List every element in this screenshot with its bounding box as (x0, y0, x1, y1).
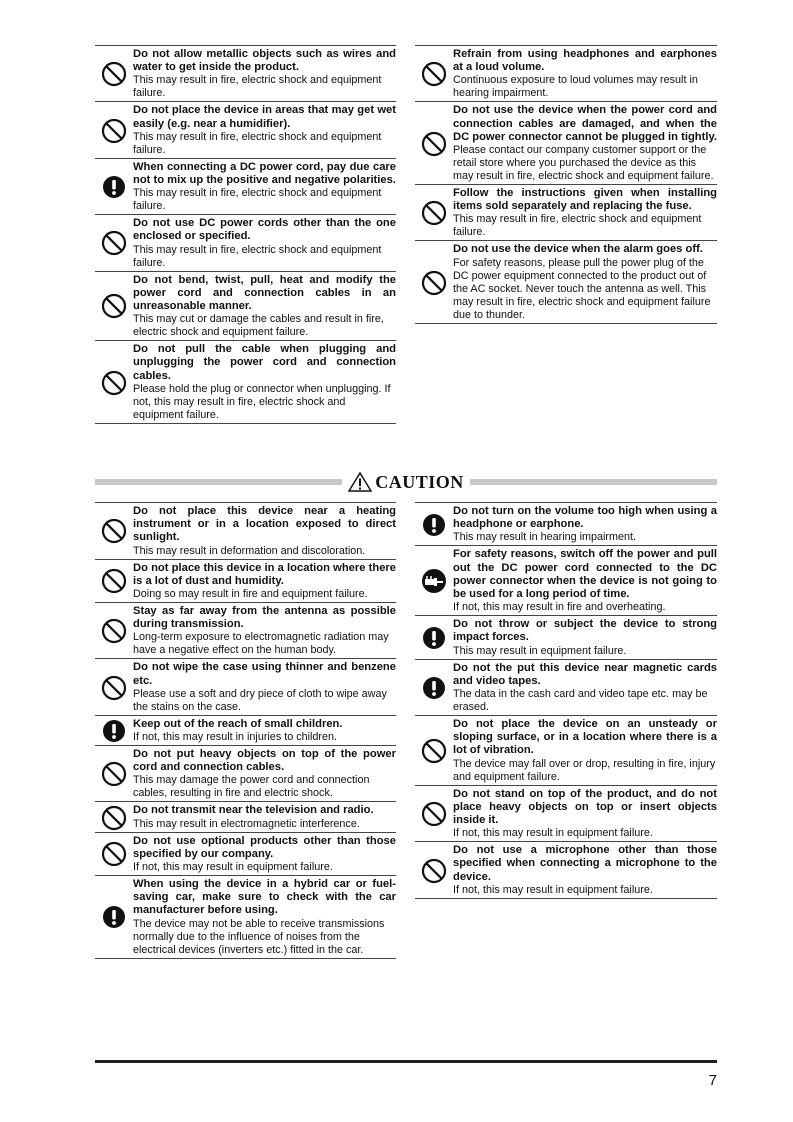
prohibition-icon (95, 370, 133, 396)
safety-item-title: Do not use the device when the alarm goes off. (453, 243, 703, 256)
safety-item-text (133, 161, 396, 213)
exclamation-icon (95, 719, 133, 743)
prohibition-icon (415, 131, 453, 157)
safety-item (95, 658, 396, 714)
safety-item-body: This may result in fire, electric shock and equipment failure. (133, 243, 382, 269)
safety-item-title: Do not bend, twist, pull, heat and modify the power cord and connection cables in an unreasonable manner. (133, 273, 396, 313)
exclamation-icon (95, 905, 133, 929)
safety-item (415, 240, 717, 323)
safety-item-body: The device may fall over or drop, resulting in fire, injury and equipment failure. (453, 757, 716, 783)
safety-item-text (453, 48, 717, 100)
prohibition-icon (95, 675, 133, 701)
safety-item-body: This may result in fire, electric shock and equipment failure. (133, 74, 382, 100)
safety-item (95, 158, 396, 214)
safety-item-title: When using the device in a hybrid car or fuel-saving car, make sure to check with the car manufacturer before using. (133, 878, 396, 917)
safety-item-body: This may result in fire, electric shock and equipment failure. (453, 213, 702, 239)
safety-item-text (453, 662, 717, 714)
safety-item (415, 785, 717, 842)
safety-item-title: Do not allow metallic objects such as wires and water to get inside the product. (133, 48, 396, 74)
safety-item-body: Please contact our company customer support or the retail store where you purchased the device as this may result in fire, electric shock and equipment failure. (453, 144, 714, 183)
safety-item (95, 340, 396, 424)
prohibition-icon (415, 738, 453, 764)
safety-item-title: Do not use the device when the power cord and connection cables are damaged, and when the DC power connector cannot be plugged in tightly. (453, 104, 717, 143)
safety-item-text (133, 217, 396, 269)
caution-heading: CAUTION (375, 471, 464, 492)
safety-item-title: Do not turn on the volume too high when using a headphone or earphone. (453, 505, 717, 531)
safety-item-text (133, 562, 396, 601)
safety-item (95, 875, 396, 959)
safety-item (415, 545, 717, 615)
safety-item-title: Stay as far away from the antenna as possible during transmission. (133, 605, 396, 631)
safety-item-body: The data in the cash card and video tape etc. may be erased. (453, 688, 708, 714)
safety-item-text (133, 661, 396, 713)
safety-item-body: Please hold the plug or connector when unplugging. If not, this may result in fire, electric shock and equipment failure. (133, 382, 391, 421)
safety-item (95, 801, 396, 831)
prohibition-icon (415, 858, 453, 884)
safety-item-title: Do not throw or subject the device to strong impact forces. (453, 618, 717, 644)
safety-item-title: Refrain from using headphones and earphones at a loud volume. (453, 48, 717, 74)
safety-item-body: If not, this may result in equipment failure. (133, 861, 333, 874)
safety-item-text (133, 343, 396, 422)
safety-item (95, 745, 396, 801)
safety-item-title: Do not pull the cable when plugging and unplugging the power cord and connection cables. (133, 343, 396, 382)
safety-item-body: For safety reasons, please pull the power plug of the DC power equipment connected to the product out of the AC socket. Never touch the antenna as well. This may result in fire, electric shock and equipment failure due to thunder. (453, 256, 711, 321)
caution-right-column (415, 502, 717, 899)
safety-item-body: This may result in equipment failure. (453, 644, 627, 657)
safety-item-body: This may result in electromagnetic interference. (133, 817, 360, 830)
safety-item-body: This may result in deformation and discoloration. (133, 544, 366, 557)
safety-item-text (453, 844, 717, 897)
safety-item-text (133, 48, 396, 100)
safety-item-body: This may result in fire, electric shock and equipment failure. (133, 187, 382, 213)
warning-triangle-icon (348, 472, 372, 492)
safety-item-text (133, 605, 396, 657)
footer-rule (95, 1060, 717, 1063)
prohibition-icon (95, 61, 133, 87)
prohibition-icon (95, 568, 133, 594)
safety-item-text (133, 748, 396, 800)
exclamation-icon (415, 513, 453, 537)
safety-item-text (453, 718, 717, 784)
safety-item (415, 659, 717, 715)
prohibition-icon (95, 761, 133, 787)
safety-item-body: Long-term exposure to electromagnetic radiation may have a negative effect on the human body. (133, 631, 389, 657)
safety-item-text (453, 618, 717, 657)
page-number: 7 (708, 1072, 717, 1089)
exclamation-icon (95, 175, 133, 199)
safety-item (415, 841, 717, 899)
safety-item-title: When connecting a DC power cord, pay due care not to mix up the positive and negative polarities. (133, 160, 396, 187)
caution-label (342, 472, 470, 493)
safety-item-body: If not, this may result in fire and overheating. (453, 601, 666, 614)
safety-item-title: Do not use a microphone other than those specified when connecting a microphone to the device. (453, 844, 717, 883)
caution-left-column (95, 502, 396, 959)
safety-item-text (453, 243, 717, 321)
safety-item-text (133, 804, 396, 830)
safety-item-body: Please use a soft and dry piece of cloth to wipe away the stains on the case. (133, 687, 387, 713)
warning-right-column (415, 45, 717, 324)
prohibition-icon (95, 518, 133, 544)
warning-left-column (95, 45, 396, 424)
safety-item (415, 101, 717, 184)
prohibition-icon (415, 801, 453, 827)
safety-item (95, 559, 396, 602)
safety-item-title: Follow the instructions given when installing items sold separately and replacing the fuse. (453, 187, 717, 213)
prohibition-icon (415, 270, 453, 296)
safety-item-title: Do not use optional products other than those specified by our company. (133, 834, 396, 860)
safety-item-text (133, 878, 396, 957)
safety-item-body: Continuous exposure to loud volumes may result in hearing impairment. (453, 74, 698, 100)
safety-item-title: Do not place the device in areas that may get wet easily (e.g. near a humidifier). (133, 104, 396, 130)
caution-bar-left (95, 479, 342, 485)
safety-item-text (453, 548, 717, 614)
safety-item-text (453, 104, 717, 183)
safety-item-text (133, 835, 396, 874)
safety-item (95, 101, 396, 157)
prohibition-icon (95, 230, 133, 256)
safety-item (95, 502, 396, 559)
safety-item-title: Do not stand on top of the product, and do not place heavy objects on top or insert objects inside it. (453, 787, 717, 827)
safety-item-title: Do not place this device near a heating instrument or in a location exposed to direct sunlight. (133, 505, 396, 544)
caution-header (95, 468, 717, 496)
safety-item-title: Do not wipe the case using thinner and benzene etc. (133, 661, 396, 687)
safety-item-body: This may cut or damage the cables and result in fire, electric shock and equipment failure. (133, 313, 384, 339)
safety-item-title: Do not the put this device near magnetic cards and video tapes. (453, 661, 717, 687)
safety-item-text (133, 104, 396, 156)
safety-item-text (453, 788, 717, 841)
prohibition-icon (95, 118, 133, 144)
safety-item-body: If not, this may result in equipment failure. (453, 883, 653, 896)
safety-item-body: The device may not be able to receive transmissions normally due to the influence of noises from the electrical devices (inverters etc.) fitted in the car. (133, 917, 385, 956)
exclamation-icon (415, 626, 453, 650)
safety-item-title: For safety reasons, switch off the power and pull out the DC power cord connected to the DC power connector when the device is not going to be used for a long period of time. (453, 548, 717, 601)
safety-item-text (133, 274, 396, 340)
prohibition-icon (415, 61, 453, 87)
safety-item-text (453, 187, 717, 239)
safety-item (415, 45, 717, 101)
exclamation-icon (415, 676, 453, 700)
safety-item (95, 271, 396, 341)
safety-item (95, 45, 396, 101)
safety-item-title: Keep out of the reach of small children. (133, 717, 343, 730)
prohibition-icon (95, 293, 133, 319)
safety-item-body: This may result in fire, electric shock and equipment failure. (133, 130, 382, 156)
caution-bar-right (470, 479, 717, 485)
safety-item-title: Do not use DC power cords other than the one enclosed or specified. (133, 217, 396, 243)
safety-item-body: This may result in hearing impairment. (453, 531, 637, 544)
safety-item-body: If not, this may result in injuries to children. (133, 731, 338, 744)
prohibition-icon (415, 200, 453, 226)
safety-item (95, 832, 396, 875)
safety-item (415, 615, 717, 658)
safety-item-text (133, 505, 396, 558)
safety-item-title: Do not place the device on an unsteady or sloping surface, or in a location where there is a lot of vibration. (453, 718, 717, 757)
safety-item (415, 502, 717, 545)
safety-item-text (453, 505, 717, 544)
unplug-icon (415, 568, 453, 594)
safety-item (95, 602, 396, 658)
prohibition-icon (95, 841, 133, 867)
prohibition-icon (95, 618, 133, 644)
safety-item-title: Do not transmit near the television and radio. (133, 804, 374, 817)
safety-item (95, 715, 396, 745)
safety-item (415, 715, 717, 785)
safety-item-title: Do not put heavy objects on top of the power cord and connection cables. (133, 748, 396, 774)
safety-item (95, 214, 396, 270)
safety-item-body: Doing so may result in fire and equipment failure. (133, 588, 368, 601)
safety-item-title: Do not place this device in a location where there is a lot of dust and humidity. (133, 561, 396, 587)
prohibition-icon (95, 805, 133, 831)
safety-item-body: This may damage the power cord and connection cables, resulting in fire and electric shock. (133, 774, 370, 800)
safety-item-text (133, 718, 396, 744)
safety-item-body: If not, this may result in equipment failure. (453, 827, 653, 840)
safety-item (415, 184, 717, 240)
